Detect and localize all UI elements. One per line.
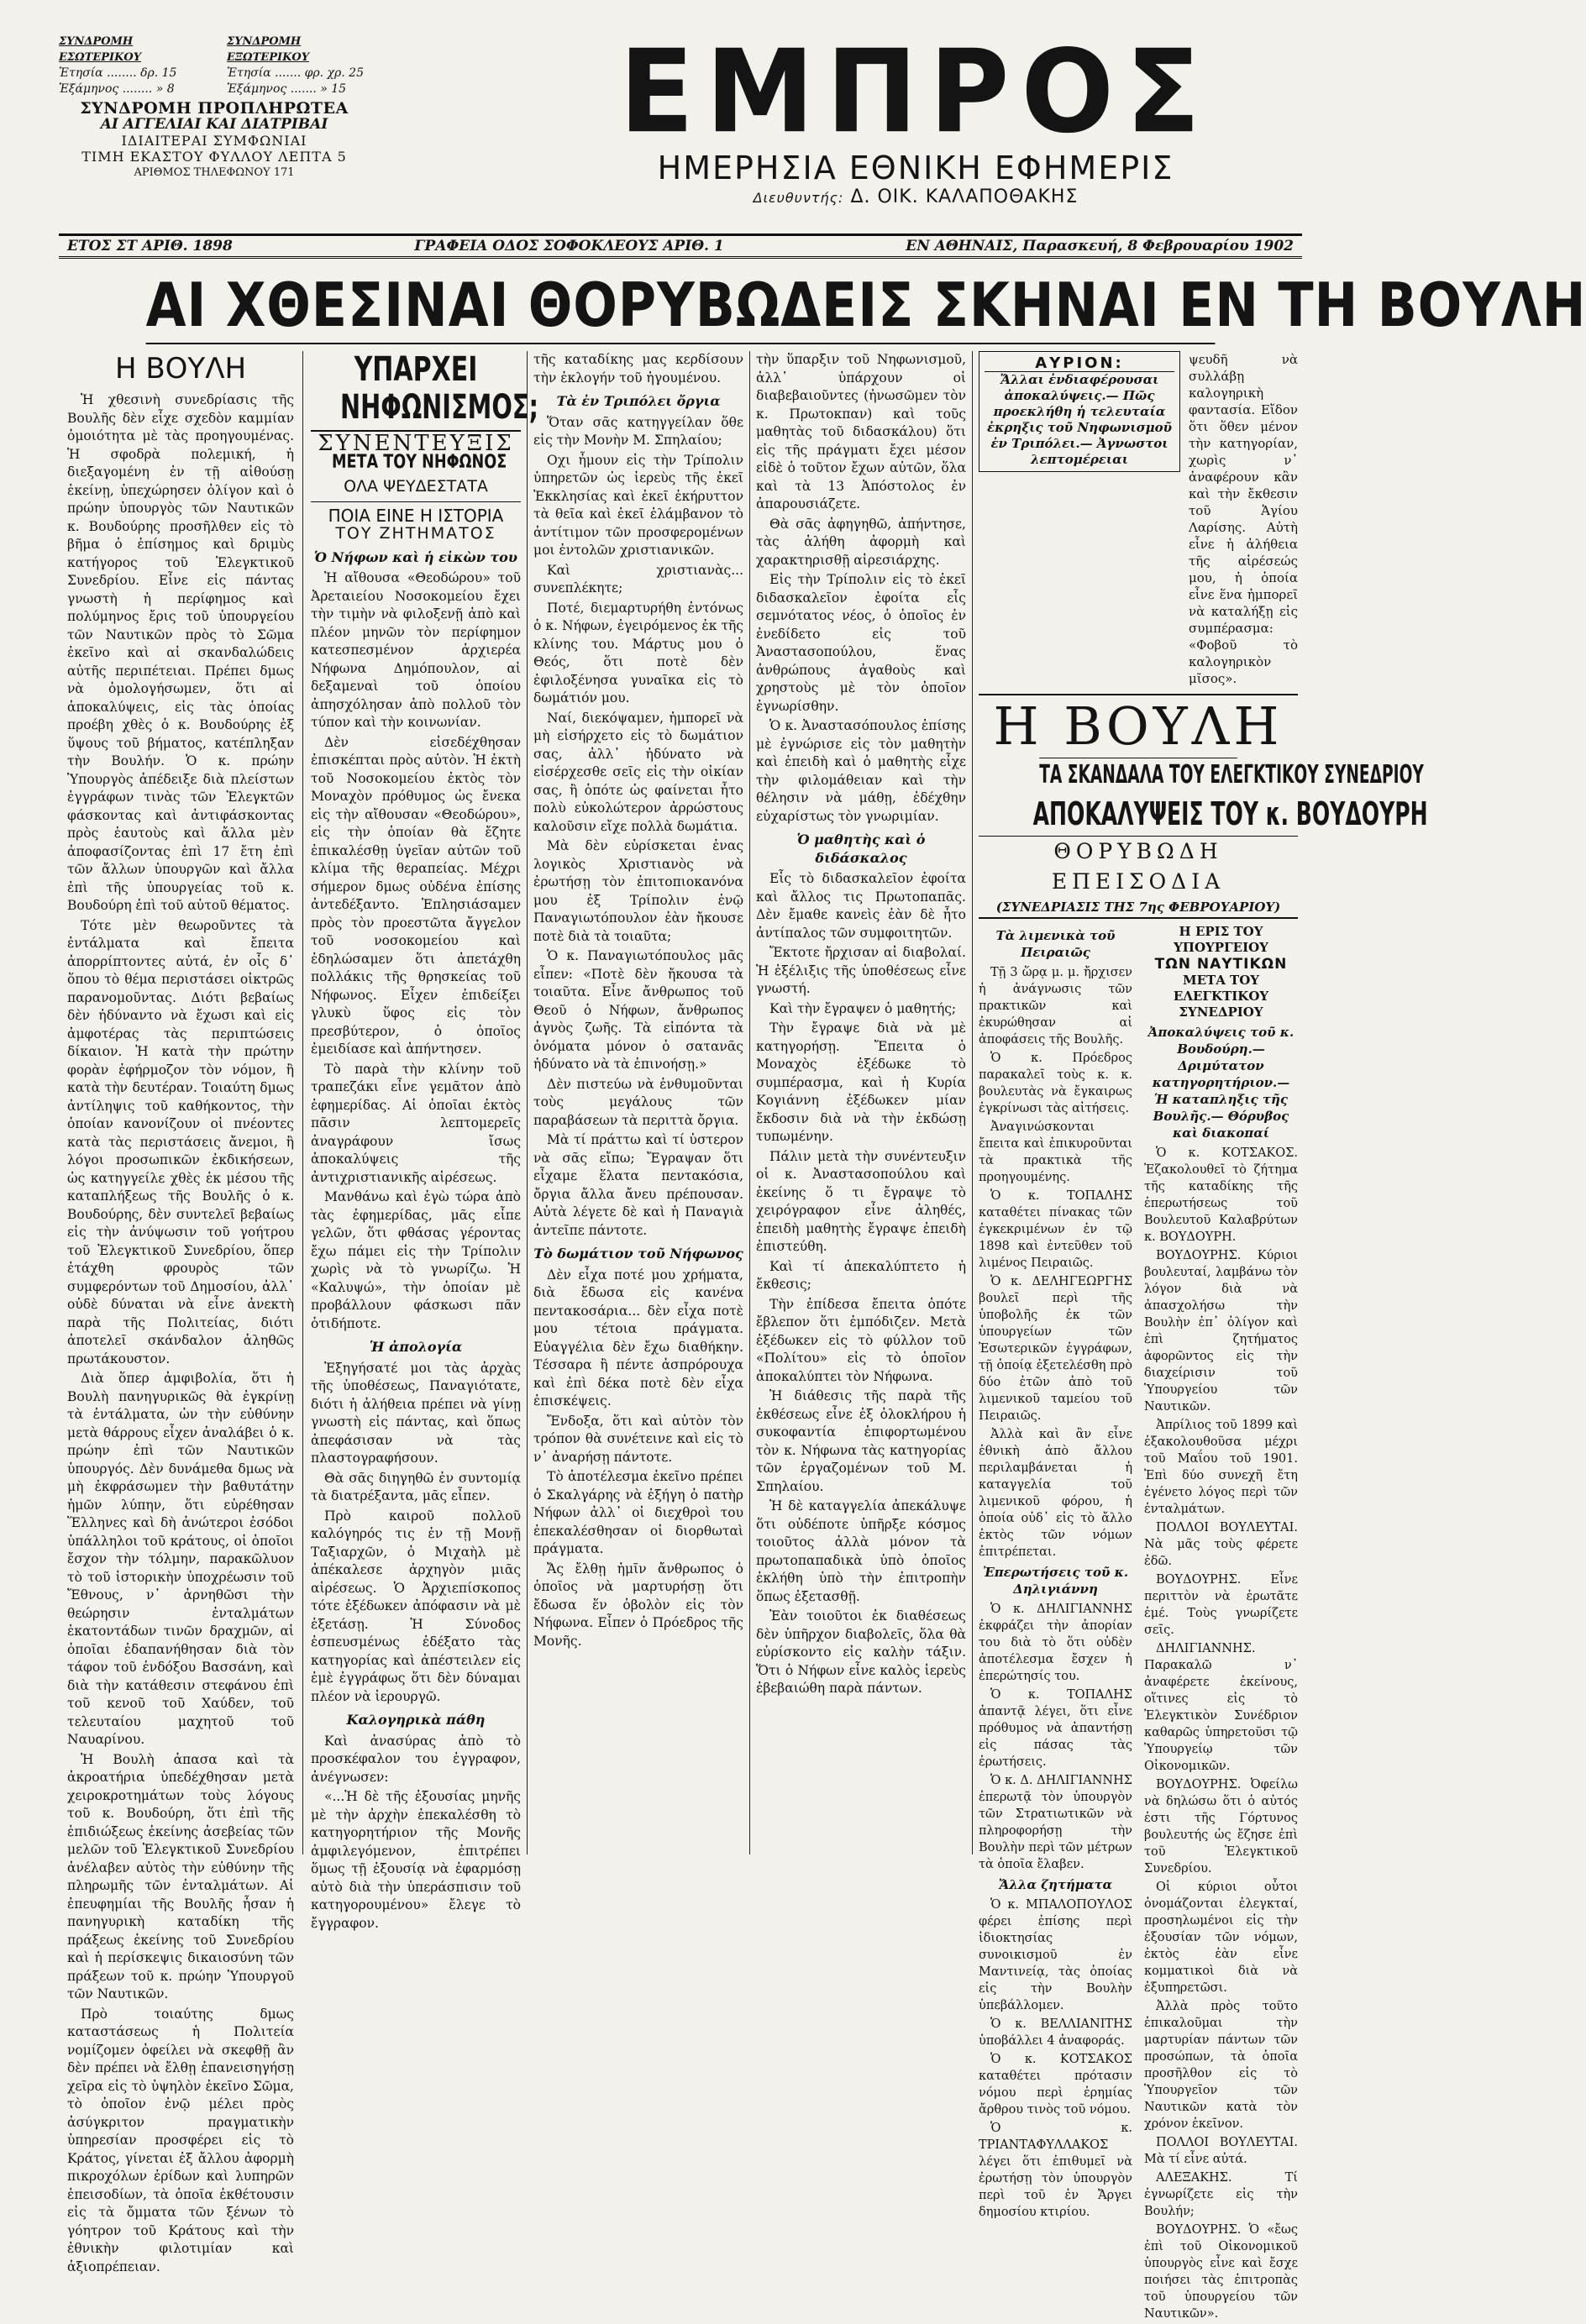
paragraph: Τότε μὲν θεωροῦντες τὰ ἐντάλματα καὶ ἔπειτα ἀπορρίπτοντες αὐτά, ἐν οἷς δ᾽ ὅπου τὸ θέμα περιστάσει οἰκτρῶς παρανομοῦντας. Διότι βεβαίως δὲν ἠδύναντο νὰ ἔχωσι καὶ εἰς ἀμφοτέρας τὰς περιπτώσεις δίκαιον. Ἡ κατὰ τὴν πρώτην φορὰν ἐφήρμοζον τὸν νόμον, ἢ κατὰ τὴν δευτέραν. Τοιαύτη δμως ἀντίληψις τοῦ καθήκοντος, τὴν ὁποίαν κανονίζουν οἱ πνέοντες κατὰ τὰς περιστάσεις ἄνεμοι, ἢ λόγοι προσωπικῶν ἐκδικήσεων, ὡς κατηγγείλε χθὲς ἐκ μέσου τῆς καταπλήξεως τῆς Βουλῆς ὁ κ. Βουδούρης, δὲν συντελεῖ βεβαίως εἰς τὴν ἀνύψωσιν τοῦ γοήτρου τοῦ Ἐλεγκτικοῦ Συνεδρίου, ὅπερ ἐτάχθη φρουρὸς τῶν συμφερόντων τοῦ Δημοσίου, ἀλλ᾽ οὐδὲ δύναται νὰ εἶνε ἀνεκτὴ παρὰ τῆς Πολιτείας, διότι ἀποτελεῖ σκάνδαλον ἀληθῶς πρωτάκουστον. bbox=[67, 917, 294, 1367]
paragraph: Ναί, διεκόψαμεν, ἡμπορεῖ νὰ μὴ εἰσήρχετο εἰς τὸ δωμάτιον σας, ἀλλ᾽ ἠδύνατο νὰ εἰσέρχεσθε σεῖς εἰς τὴν οἰκίαν σας, ἢ ὁπότε ὡς φαίνεται ἦτο πολὺ εὐκολώτερον ἀρρώστους καλοῦσιν εἴχε πολλὰ δωμάτια. bbox=[533, 710, 743, 834]
paragraph: Καὶ τὴν ἔγραψεν ὁ μαθητής; bbox=[769, 1000, 957, 1016]
paper-subtitle: ΗΜΕΡΗΣΙΑ ΕΘΝΙΚΗ ΕΦΗΜΕΡΙΣ bbox=[657, 150, 1174, 186]
paper-name: ΕΜΠΡΟΣ bbox=[619, 24, 1212, 159]
section-title-bouli: Η ΒΟΥΛΗ bbox=[979, 694, 1298, 758]
paragraph: Ὁ κ. ΚΟΤΣΑΚΟΣ καταθέτει πρότασιν νόμου περὶ ἐρημίας ἄρθρου τινὸς τοῦ νόμου. bbox=[979, 2053, 1132, 2117]
sub-headline-2: ΤΩΝ ΝΑΥΤΙΚΩΝ bbox=[1154, 956, 1288, 973]
column-divider bbox=[972, 351, 973, 1854]
paragraph: Ὁ κ. Παναγιωτόπουλος μᾶς εἶπεν: «Ποτὲ δὲν ἤκουσα τὰ τοιαῦτα. Εἶνε ἄνθρωπος τοῦ Θεοῦ ὁ Νήφων, ἄνθρωπος ἁγνὸς ζωῆς. Τὰ εἰπόντα τὰ ὀνόματα μόνον ὁ σατανᾶς ἠδύνατο νὰ τὰ ἐπινοήσῃ.» bbox=[533, 948, 743, 1072]
paragraph: Ὁ κ. ΤΟΠΑΛΗΣ ἀπαντᾷ λέγει, ὅτι εἶνε πρόθυμος νὰ ἀπαντήσῃ εἰς πάσας τὰς ἐρωτήσεις. bbox=[979, 1688, 1132, 1769]
paragraph: Θὰ σᾶς διηγηθῶ ἐν συντομίᾳ τὰ διατρέξαντα, μᾶς εἶπεν. bbox=[311, 1470, 521, 1503]
section-heading: Τὸ δωμάτιον τοῦ Νήφωνος bbox=[533, 1246, 743, 1262]
paragraph: Ἐὰν τοιοῦτοι ἐκ διαθέσεως δὲν ὑπῆρχον διαβολεῖς, ὅλα θὰ εὐρίσκοντο εἰς καλὴν τάξιν. Ὅτι ὁ Νήφων εἶνε καλὸς ἱερεὺς ἐβεβαιώθη παρὰ πάντων. bbox=[756, 1608, 966, 1696]
paragraph: ΠΟΛΛΟΙ ΒΟΥΛΕΥΤΑΙ. Νὰ μᾶς τοὺς φέρετε ἐδῶ. bbox=[1144, 1521, 1298, 1568]
offices-address: ΓΡΑΦΕΙΑ ΟΔΟΣ ΣΟΦΟΚΛΕΟΥΣ ΑΡΙΘ. 1 bbox=[414, 238, 724, 254]
paragraph: Ὁ κ. ΒΕΛΛΙΑΝΙΤΗΣ ὑποβάλλει 4 ἀναφοράς. bbox=[979, 2017, 1132, 2048]
article-deck: ΟΛΑ ΨΕΥΔΕΣΤΑΤΑ bbox=[344, 477, 488, 496]
paragraph: Καὶ τί ἀπεκαλύπτετο ἡ ἔκθεσις; bbox=[756, 1258, 966, 1292]
paragraph: Πάλιν μετὰ τὴν συνέντευξιν οἱ κ. Ἀναστασοπούλου καὶ ἐκείνης ὅ τι ἔγραψε τὸ χειρόγραφον εἶνε ἀληθές, ἐπειδὴ μαθητὴς ἔγραψε ἐπειδὴ ἐπιστεύθη. bbox=[756, 1148, 966, 1254]
paragraph: Εἷς τὸ διδασκαλεῖον ἐφοίτα καὶ ἄλλος τις Πρωτοπαπᾶς. Δὲν ἔμαθε κανεὶς ἐὰν δὲ ἦτο ἀντίπαλος τῶν συμφοιτητῶν. bbox=[756, 871, 966, 941]
paragraph: «...Ἡ δὲ τῆς ἐξουσίας μηνῆς μὲ τὴν ἀρχὴν ἐπεκαλέσθη τὸ κατηγορητήριον τῆς Μονῆς ἀμφιλεγόμενον, ἐπιτρέπει ὅμως τῇ ἐξουσίᾳ νὰ ἐφαρμόσῃ αὐτὸ διὰ τὴν ὑπεράσπισιν τοῦ κατηγορουμένου» ἔλεγε τὸ ἔγγραφον. bbox=[311, 1789, 521, 1931]
paragraph: ΒΟΥΔΟΥΡΗΣ. Κύριοι βουλευταί, λαμβάνω τὸν λόγον διὰ νὰ ἀπασχολήσω τὴν Βουλὴν ἐπ᾽ ὀλίγον καὶ ἐπὶ ζητήματος ἀφορῶντος εἰς τὴν διαχείρισιν τοῦ Ὑπουργείου τῶν Ναυτικῶν. bbox=[1144, 1249, 1298, 1414]
section-heading: Ἡ ἀπολογία bbox=[369, 1339, 463, 1355]
paragraph: Ὁ κ. ΤΟΠΑΛΗΣ καταθέτει πίνακας τῶν ἐγκεκριμένων ἐν τῷ 1898 καὶ ἐντεῦθεν τοῦ λιμένος Πειραιῶς. bbox=[979, 1189, 1132, 1270]
paragraph: Τὴν ἐπίδεσα ἔπειτα ὁπότε ἔβλεπον ὅτι ἐμπόδιζεν. Μετὰ ἐξέδωκεν εἰς τὸ φύλλον τοῦ «Πολίτου» εἰς τὸ ὁποῖον ἀποκαλύπτει τὸν Νήφωνα. bbox=[756, 1296, 966, 1384]
column-nifonismos bbox=[311, 350, 539, 1931]
domestic-semiannual: Ἑξάμηνος ........ » 8 bbox=[59, 82, 175, 96]
domestic-subscription-heading: ΣΥΝΔΡΟΜΗ ΕΣΩΤΕΡΙΚΟΥ bbox=[59, 35, 142, 64]
section-heading: Καλογηρικὰ πάθη bbox=[346, 1712, 486, 1728]
paragraph: Οἱ κύριοι οὗτοι ὀνομάζονται ἐλεγκταί, προσηλωμένοι εἰς τὴν ἐξουσίαν τῶν νόμων, ἐκτὸς ἐὰν εἶνε κομματικοὶ διὰ νὰ ἐξυπηρετῶσι. bbox=[1144, 1881, 1298, 1995]
paragraph: Ἀναγινώσκονται ἔπειτα καὶ ἐπικυροῦνται τὰ πρακτικὰ τῆς προηγουμένης. bbox=[979, 1120, 1132, 1184]
paragraph: Ὁ κ. Ἀναστασόπουλος ἐπίσης μὲ ἐγνώρισε εἰς τὸν μαθητὴν καὶ ἐπειδὴ καὶ ὁ μαθητὴς εἶχε τὴν φιλομάθειαν καὶ τὴν θέλησιν νὰ μάθῃ, ἐδέχθην εὐχαρίστως τὸν γνωριμίαν. bbox=[756, 718, 966, 824]
section-heading: Τὰ ἐν Τριπόλει ὄργια bbox=[556, 393, 721, 409]
column-divider bbox=[749, 351, 750, 1854]
paragraph: ΒΟΥΔΟΥΡΗΣ. Εἶνε περιττὸν νὰ ἐρωτᾶτε ἐμέ. Τοὺς γνωρίζετε σεῖς. bbox=[1144, 1573, 1298, 1637]
paragraph: τὴν ὕπαρξιν τοῦ Νηφωνισμοῦ, ἀλλ᾽ ὑπάρχουν οἱ διαβεβαιοῦντες (ἠνωσῶμεν τὸν κ. Πρωτοκπαν) καὶ τοῦς μαθητὰς τοῦ διδασκάλου) ὅτι εἰς τῆς πράγματι ἔχει μέσον εἰδὲ ὁ τοῦτον ἔχων αὐτῶν, ὅλα καὶ τὰ 13 Ἀπόστολος ἐν ἀπαρουσιάζετε. bbox=[756, 352, 966, 511]
paragraph: Ἡ αἴθουσα «Θεοδώρου» τοῦ Ἀρεταιείου Νοσοκομείου ἔχει τὴν τιμὴν νὰ φιλοξενῇ ἀπὸ καὶ πλέον μηνῶν τὸν περίφημον κατεσπεσμένον ἀρχιερέα Νήφωνα Δημόπουλον, αἱ δεξαμεναὶ τοῦ ὁποίου ἀπησχόλησαν ἀπὸ πολλοῦ τὸν τύπον καὶ τὴν κοινωνίαν. bbox=[311, 570, 521, 730]
paragraph: Ὁ κ. ΤΡΙΑΝΤΑΦΥΛΛΑΚΟΣ λέγει ὅτι ἐπιθυμεῖ νὰ ἐρωτήσῃ τὸν ὑπουργὸν περὶ τοῦ ἐν Ἄργει δημοσίου κτιρίου. bbox=[979, 2122, 1132, 2219]
paragraph: Ὁ κ. ΔΗΛΙΓΙΑΝΝΗΣ ἐκφράζει τὴν ἀπορίαν του διὰ τὸ ὅτι οὐδὲν ἀποτέλεσμα ἔσχεν ἡ ἐπερώτησίς του. bbox=[979, 1603, 1132, 1683]
article-subtitle: ΣΥΝΕΝΤΕΥΞΙΣ bbox=[311, 430, 521, 454]
section-heading: Ἀποκαλύψεις τοῦ κ. Βουδούρη.— Δριμύτατον κατηγορητήριον.— Ἡ καταπληξις τῆς Βουλῆς.— Θόρυβος καὶ διακοπαί bbox=[1147, 1025, 1295, 1141]
paragraph: Καὶ χριστιανὰς... συνεπλέκητε; bbox=[533, 562, 743, 595]
title-block bbox=[529, 24, 1302, 223]
foreign-subscription bbox=[227, 34, 370, 97]
column-tripoli bbox=[533, 351, 743, 1854]
paragraph: Οχι ἦμουν εἰς τὴν Τρίπολιν ὑπηρετῶν ὡς ἱερεὺς τῆς ἐκεῖ Ἐκκλησίας καὶ ἐκεῖ ἐκήρυττον τὰ θεῖα καὶ ἐκεῖ ἐλάμβανον τὸ ἀντίτιμον τῶν προσφερομένων μοι ἐντολῶν χριστιανικῶν. bbox=[533, 452, 743, 558]
paragraph: Ποτέ, διεμαρτυρήθη ἐντόνως ὁ κ. Νήφων, ἐγειρόμενος ἐκ τῆς κλίνης του. Μάρτυς μου ὁ Θεός, ὅτι ποτὲ δὲν ἐφιλοξένησα γυναῖκα εἰς τὸ δωμάτιόν μου. bbox=[533, 600, 743, 706]
paragraph: Μανθάνω καὶ ἐγὼ τώρα ἀπὸ τὰς ἐφημερίδας, μᾶς εἶπε γελῶν, ὅτι φθάσας γέροντας ἔχω πάμει εἰς τὴν Τρίπολιν χωρὶς νὰ τὸ γνωρίζω. Ἡ «Καλυψώ», τὴν ὁποίαν μὲ προβάλλουν φάσκωσι πᾶν ὁτιδήποτε. bbox=[311, 1189, 521, 1331]
article-deck-3: ΤΟΥ ΖΗΤΗΜΑΤΟΣ bbox=[335, 524, 496, 543]
report-left bbox=[979, 924, 1132, 2324]
paragraph: Πρὸ τοιαύτης δμως καταστάσεως ἡ Πολιτεία νομίζομεν ὀφείλει νὰ σκεφθῇ ἂν δὲν πρέπει νὰ ἔλθῃ ἐπανεισηγήσῃ χεῖρα εἰς τὸ ὑψηλὸν ἐκεῖνο Σῶμα, τὸ ὁποῖον ἐνῷ μέλει πρὸς ἀσύγκριτον πραγματικὴν ὑπηρεσίαν προσφέρει εἰς τὸ Κράτος, γίνεται ἐξ ἄλλου ἀφορμὴ πικροχόλων ἐρίδων καὶ λυπηρῶν ἐπεισοδίων, τὰ ὁποῖα ἐκθέτουσιν εἰς τὰ ὄμματα τῶν ξένων τὸ γόητρον τοῦ Κράτους καὶ τὴν ἐθνικὴν φιλοτιμίαν καὶ ἀξιοπρέπειαν. bbox=[67, 2006, 294, 2274]
paragraph: ΠΟΛΛΟΙ ΒΟΥΛΕΥΤΑΙ. Μὰ τί εἶνε αὐτά. bbox=[1144, 2136, 1298, 2166]
paragraph: ΒΟΥΔΟΥΡΗΣ. Ὁ «ἔως ἐπὶ τοῦ Οἰκονομικοῦ ὑπουργὸς εἶνε καὶ ἔσχε ποιήσει τὰς ἐπιτροπὰς τοῦ ὑπουργείου τῶν Ναυτικῶν». bbox=[1144, 2223, 1298, 2321]
domestic-annual: Ἐτησία ........ δρ. 15 bbox=[59, 66, 177, 80]
paragraph: ΑΛΕΞΑΚΗΣ. Τί ἐγνωρίζετε εἰς τὴν Βουλήν; bbox=[1144, 2171, 1298, 2218]
tomorrow-box bbox=[979, 351, 1180, 472]
paragraph: Διὰ ὅπερ ἀμφιβολία, ὅτι ἡ Βουλὴ πανηγυρικῶς θὰ ἐγκρίνῃ τὰ ἐντάλματα, ὡν τὴν εὐθύνην μετὰ θάρρους εἶχεν ἀναλάβει ὁ κ. πρώην ἐπὶ τῶν Ναυτικῶν ὑπουργός. Δὲν δυνάμεθα δμως νὰ μὴ ἐκφράσωμεν τὴν βαθυτάτην ἡμῶν λύπην, ὅτι εὑρέθησαν Ἕλληνες καὶ δὴ ἀνώτεροι ἐσόδοι ὑπάλληλοι τοῦ κράτους, οἱ ὁποῖοι ἔσχον τὴν τόλμην, παρακῶλυον τὸ τοῦ ἱστορικὴν ὑποχρέωσιν τοῦ Ἔθνους, ν᾽ ἀρνηθῶσι τὴν θεώρησιν ἐνταλμάτων ἑκατοντάδων τινῶν δραχμῶν, αἱ ὁποῖαι ἐδαπανήθησαν διὰ τὸν τάφον τοῦ ἐνδόξου Βασσάνη, καὶ διὰ τὴν κατάθεσιν στεφάνου ἐπὶ τοῦ κενοῦ τοῦ Χαύδεν, τοῦ τελευταίου μαχητοῦ τοῦ Ναυαρίνου. bbox=[67, 1371, 294, 1747]
paragraph: Ὁ κ. Πρόεδρος παρακαλεῖ τοὺς κ. κ. βουλευτὰς νὰ ἔγκαιρως ἐγκρίνωσι τὰς αἰτήσεις. bbox=[979, 1052, 1132, 1115]
foreign-subscription-heading: ΣΥΝΔΡΟΜΗ ΕΞΩΤΕΡΙΚΟΥ bbox=[227, 35, 309, 64]
paragraph: Ἀλλὰ πρὸς τοῦτο ἐπικαλοῦμαι τὴν μαρτυρίαν πάντων τῶν προσώπων, τὰ ὁποῖα προσῆλθον εἰς τὸ Ὑπουργεῖον τῶν Ναυτικῶν κατὰ τὸν χρόνον ἐκεῖνον. bbox=[1144, 2000, 1298, 2131]
paragraph: Τὸ ἀποτέλεσμα ἐκεῖνο πρέπει ὁ Σκαλγάρης νὰ ἐξήγη ὁ πατὴρ Νήφων ἀλλ᾽ οἱ διεχθροὶ του ἐπεκαλέσθησαν οἱ διορθωταὶ πράγματα. bbox=[533, 1469, 743, 1556]
section-heading: Ὁ Νήφων καὶ ἡ εἰκὼν του bbox=[314, 548, 517, 565]
paragraph: Τὴν ἔγραψε διὰ νὰ μὲ κατηγορήσῃ. Ἔπειτα ὁ Μοναχὸς ἐξέδωκε τὸ συμπέρασμα, καὶ ἡ Κυρία Κογιάννη ἐξέδωκεν μίαν ἔκδοσιν διὰ νὰ τὴν ἐκδώσῃ τυπωμένην. bbox=[756, 1020, 966, 1144]
column-divider bbox=[527, 351, 528, 1854]
section-heading: Ἐπερωτήσεις τοῦ κ. Δηλιγιάννη bbox=[982, 1565, 1129, 1597]
column-divider bbox=[302, 351, 303, 1854]
section-heading: Ἄλλα ζητήματα bbox=[998, 1877, 1113, 1892]
special-agreements: ΙΔΙΑΙΤΕΡΑΙ ΣΥΜΦΩΝΙΑΙ bbox=[121, 133, 307, 149]
interview-tail: ψευδῆ νὰ συλλάβῃ καλογηρικὴ φαντασία. Εἴδον ὅτι ὅθεν μένον τὴν κατηγορίαν, χωρὶς ν᾽ ἀναφέρουν κἂν καὶ τὴν ἔκθεσιν τοῦ Ἁγίου Λαρίσης. Αὐτὴ εἶνε ἡ ἀλήθεια τῆς αἱρέσεώς μου, ἡ ὁποία εἶνε ἕνα ἠμπορεῖ νὰ καταλήξῃ εἰς συμπέρασμα: «Φοβοῦ τὸ καλογηρικὸν μῖσος». bbox=[1189, 352, 1298, 686]
headline-turmoil: ΘΟΡΥΒΩΔΗ ΕΠΕΙΣΟΔΙΑ bbox=[979, 836, 1298, 897]
director-name: Δ. ΟΙΚ. ΚΑΛΑΠΟΘΑΚΗΣ bbox=[850, 186, 1079, 207]
foreign-semiannual: Ἑξάμηνος ....... » 15 bbox=[227, 82, 347, 96]
paragraph: Ὁ κ. ΜΠΑΛΟΠΟΥΛΟΣ φέρει ἐπίσης περὶ ἰδιοκτησίας συνοικισμοῦ ἐν Μαντινείᾳ, τὰς ὁποίας εἰς τὴν Βουλὴν ὑπεβάλλομεν. bbox=[979, 1898, 1132, 2012]
tomorrow-text: Ἄλλαι ἐνδιαφέρουσαι ἀποκαλύψεις.— Πῶς προεκλήθη ἡ τελευταία ἐκρηξις τοῦ Νηφωνισμοῦ ἐν Τριπόλει.— Ἀγνωστοι λεπτομέρειαι bbox=[986, 372, 1173, 467]
subscription-prices bbox=[59, 34, 370, 97]
headline-scandals: ΤΑ ΣΚΑΝΔΑΛΑ ΤΟΥ ΕΛΕΓΚΤΙΚΟΥ ΣΥΝΕΔΡΙΟΥ bbox=[1039, 758, 1237, 792]
paragraph: Εἰς τὴν Τρίπολιν εἰς τὸ ἐκεῖ διδασκαλεῖον ἐφοίτα εἷς σεμνότατος νέος, ὁ ὁποῖος ἐν ἐνεδίδετο εἰς τοῦ Ἀναστασοπούλου, ἕνας ἀνθρώπους ἀγαθοὺς καὶ χρηστοὺς μὲ τὸν ὁποῖον ἐγνωρίσθην. bbox=[756, 572, 966, 714]
session-date: (ΣΥΝΕΔΡΙΑΣΙΣ ΤΗΣ 7ης ΦΕΒΡΟΥΑΡΙΟΥ) bbox=[979, 897, 1298, 919]
paragraph: Ἐξηγήσατέ μοι τὰς ἀρχὰς τῆς ὑποθέσεως, Παναγιότατε, διότι ἡ ἀλήθεια πρέπει νὰ γίνῃ γνωστὴ εἰς πάντας, καὶ ὅπως ἀπεφάσισαν νὰ τὰς πλαστογραφήσουν. bbox=[311, 1360, 521, 1466]
sub-headline-3: ΜΕΤΑ ΤΟΥ ΕΛΕΓΚΤΙΚΟΥ ΣΥΝΕΔΡΙΟΥ bbox=[1173, 973, 1269, 1020]
section-heading: Ὁ μαθητὴς καὶ ὁ διδάσκαλος bbox=[796, 831, 926, 866]
column-interview-cont bbox=[756, 351, 966, 1854]
masthead bbox=[59, 24, 1302, 223]
report-subcolumns bbox=[979, 924, 1298, 2324]
paragraph: Ἡ Βουλὴ ἁπασα καὶ τὰ ἀκροατήρια ὑπεδέχθησαν μετὰ χειροκροτημάτων τοὺς λόγους τοῦ κ. Βουδούρη, ὅτι ἐπὶ τῆς ἐπιδιώξεως ἐκείνης ἀσεβείας τῶν μελῶν τοῦ Ἐλεγκτικοῦ Συνεδρίου ἀνέλαβεν αὐτὸς τὴν εὐθύνην τῆς πληρωμῆς τῶν ἐνταλμάτων. Αἱ ἐπευφημίαι τῆς Βουλῆς ἦσαν ἡ πανηγυρικὴ καταδίκη τῆς πράξεως ἐκείνης τοῦ Συνεδρίου καὶ ἡ περίσκεψις δικαιοσύνη τῶν πράξεων τοῦ κ. πρώην Ὑπουργοῦ τῶν Ναυτικῶν. bbox=[67, 1751, 294, 2001]
paragraph: Μὰ τί πράττω καὶ τί ὑστερον νὰ σᾶς εἴπω; Ἔγραψαν ὅτι εἶχαμε ἕλατα πεντακόσια, ὄργια ἄλλα ἄνευ πρέπουσαν. Αὐτὰ λέγετε δὲ καὶ ἡ Παναγιὰ ἀντεῖπε πάντοτε. bbox=[533, 1132, 743, 1238]
paragraph: Τῇ 3 ὥρᾳ μ. μ. ἤρχισεν ἡ ἀνάγνωσις τῶν πρακτικῶν καὶ ἐκυρώθησαν αἱ ἀποφάσεις τῆς Βουλῆς. bbox=[979, 966, 1132, 1047]
paragraph: ΒΟΥΔΟΥΡΗΣ. Ὀφείλω νὰ δηλώσω ὅτι ὁ αὐτός ἐστι τῆς Γόρτυνος βουλευτής ὡς ἔζησε ἐπὶ τοῦ Ἐλεγκτικοῦ Συνεδρίου. bbox=[1144, 1778, 1298, 1875]
ads-notice: ΑΙ ΑΓΓΕΛΙΑΙ ΚΑΙ ΔΙΑΤΡΙΒΑΙ bbox=[100, 116, 328, 133]
director-line bbox=[529, 186, 1302, 207]
column-parliament-report bbox=[979, 351, 1428, 2321]
column-bouli-editorial bbox=[67, 351, 294, 2274]
price-notice: ΤΙΜΗ ΕΚΑΣΤΟΥ ΦΥΛΛΟΥ ΛΕΠΤΑ 5 bbox=[81, 149, 347, 165]
article-kicker: ΥΠΑΡΧΕΙ bbox=[354, 350, 478, 389]
report-right bbox=[1144, 924, 1298, 2324]
paragraph: Ἡ χθεσινὴ συνεδρίασις τῆς Βουλῆς δὲν εἶχε σχεδὸν καμμίαν ὁμοιότητα μὲ τὰς προηγουμένας. Ἡ σφοδρὰ πολεμική, ἡ διεξαγομένη ἐν τῇ αἰθούσῃ ἐκείνῃ, ὑπεχώρησεν ὀλίγον καὶ ὁ πρώην ὑπουργὸς τῶν Ναυτικῶν κ. Βουδούρης προσῆλθεν εἰς τὸ βῆμα ὁ ἐπίσημος καὶ δριμὺς κατήγορος τοῦ Ἐλεγκτικοῦ Συνεδρίου. Εἶνε εἰς πάντας γνωστὴ ἡ περίφημος καὶ πολύμηνος ἔρις τοῦ ὑπουργείου τῶν Ναυτικῶν πρὸς τὸ Σῶμα ἐκεῖνο καὶ αἱ σκανδαλώδεις αὐτῆς περιπέτειαι. Πρέπει δμως νὰ ὁμολογήσωμεν, ὅτι αἱ ἀποκαλύψεις, εἰς τὰς ὁποίας προέβη χθὲς ὁ κ. Βουδούρης ἐξ ὕψους τοῦ βήματος, κατέπληξαν τὴν Βουλήν. Ὁ κ. πρώην Ὑπουργὸς ἀπέδειξε διὰ πλείστων ἐγγράφων τινὰς τῶν Ἐλεγκτῶν φάσκοντας καὶ ἀντιφάσκοντας πρὸς ἑαυτοὺς καὶ ἄλλα μὲν ἀποφασίζοντας ἐπὶ 17 ἔτη ἐπὶ τῶν ἄλλων ὑπουργῶν καὶ ἄλλα ἐπὶ τῆς ὑπουργείας τοῦ κ. Βουδούρη ἐπὶ τοῦ αὐτοῦ θέματος. bbox=[67, 392, 294, 913]
dateline bbox=[59, 233, 1302, 259]
paragraph: Πρὸ καιροῦ πολλοῦ καλόγηρός τις ἐν τῇ Μονῇ Ταξιαρχῶν, ὁ Μιχαὴλ μὲ ἀπέκαλεσε ἀρχηγὸν μιᾶς αἱρέσεως. Ὁ Ἀρχιεπίσκοπος τότε ἐξέδωκεν ἀπόφασιν νὰ μὲ ἐξετάσῃ. Ἡ Σύνοδος ἐσπευσμένως ἐδέξατο τὰς κατηγορίας καὶ ἀπέστειλεν εἰς ἐμὲ ἐγγράφως ὅτι δὲν δύναμαι πλέον νὰ ἱερουργῶ. bbox=[311, 1508, 521, 1704]
main-headline: ΑΙ ΧΘΕΣΙΝΑΙ ΘΟΡΥΒΩΔΕΙΣ ΣΚΗΝΑΙ ΕΝ ΤΗ ΒΟΥΛΗ bbox=[146, 267, 1216, 344]
headline-revelations: ΑΠΟΚΑΛΥΨΕΙΣ ΤΟΥ κ. ΒΟΥΔΟΥΡΗ bbox=[1032, 795, 1428, 832]
paragraph: Ἀπρίλιος τοῦ 1899 καὶ ἐξακολουθοῦσα μέχρι τοῦ Μαΐου τοῦ 1901. Ἐπὶ δύο συνεχῆ ἔτη ἐγένετο λόγος περὶ τῶν ἐνταλμάτων. bbox=[1144, 1419, 1298, 1516]
issue-year: ΕΤΟΣ ΣΤ ΑΡΙΘ. 1898 bbox=[67, 238, 233, 254]
paragraph: Ὁ κ. Δ. ΔΗΛΙΓΙΑΝΝΗΣ ἐπερωτᾷ τὸν ὑπουργὸν τῶν Στρατιωτικῶν νὰ πληροφορήσῃ τὴν Βουλὴν περὶ τῶν μέτρων τὰ ὁποῖα ἔλαβεν. bbox=[979, 1774, 1132, 1871]
paragraph: Ἄς ἔλθῃ ἡμῖν ἄνθρωπος ὁ ὁποῖος νὰ μαρτυρήσῃ ὅτι ἔδωσα ἕν ὀβολὸν εἰς τὸν Νήφωνα. Εἶπεν ὁ Πρόεδρος τῆς Μονῆς. bbox=[533, 1561, 743, 1649]
paragraph: Ὅταν σᾶς κατηγγείλαν ὅθε εἰς τὴν Μονὴν Μ. Σπηλαίου; bbox=[533, 414, 743, 448]
paragraph: Ἔνδοξα, ὅτι καὶ αὐτὸν τὸν τρόπον θὰ συνέτεινε καὶ εἰς τὸ ν᾽ ἀναρήσῃ πάντοτε. bbox=[533, 1413, 743, 1465]
issue-date: ΕΝ ΑΘΗΝΑΙΣ, Παρασκευή, 8 Φεβρουαρίου 1902 bbox=[906, 238, 1294, 254]
paragraph: Ὁ κ. ΚΟΤΣΑΚΟΣ. Ἐζακολουθεῖ τὸ ζήτημα τῆς καταδίκης τῆς ἐπερωτήσεως τοῦ Βουλευτοῦ Καλαβρύτων κ. ΒΟΥΔΟΥΡΗ. bbox=[1144, 1146, 1298, 1244]
paragraph: Τὸ παρὰ τὴν κλίνην τοῦ τραπεζάκι εἶνε γεμᾶτον ἀπὸ ἐφημερίδας. Αἱ ὁποῖαι ἐκτὸς πᾶσιν λεπτομερεῖς ἀναγράφουν ἴσως ἀποκαλύψεις τῆς ἀντιχριστιανικῆς αἱρέσεως. bbox=[311, 1061, 521, 1185]
paragraph: Ἀλλὰ καὶ ἂν εἶνε ἐθνικὴ ἀπὸ ἄλλου περιλαμβάνεται ἡ καταγγελία τοῦ λιμενικοῦ φόρου, ἡ ὁποία οὐδ᾽ εἰς τὸ ἄλλο ἐκτὸς τῶν νόμων ἐπιτρέπεται. bbox=[979, 1428, 1132, 1559]
subscription-box bbox=[59, 34, 370, 223]
sub-headline: Η ΕΡΙΣ ΤΟΥ ΥΠΟΥΡΓΕΙΟΥ bbox=[1174, 924, 1268, 955]
paragraph: Καὶ ἀνασύρας ἀπὸ τὸ προσκέφαλον του ἐγγραφον, ἀνέγνωσεν: bbox=[311, 1733, 521, 1785]
editorial-title: Η ΒΟΥΛΗ bbox=[114, 352, 247, 386]
article-subtitle-2: ΜΕΤΑ ΤΟΥ ΝΗΦΩΝΟΣ bbox=[332, 451, 507, 473]
paragraph: Ἡ διάθεσις τῆς παρὰ τῆς ἐκθέσεως εἶνε ἐξ ὀλοκλήρου ἡ συκοφαντία ἐπιφορτωμένου τὸν κ. Νήφωνα τὰς κατηγορίας τῶν ἐργαζομένων τοῦ Μ. Σπηλαίου. bbox=[756, 1388, 966, 1494]
section-heading: Τὰ λιμενικὰ τοῦ Πειραιῶς bbox=[995, 928, 1116, 960]
paragraph: Δὲν πιστεύω νὰ ἐνθυμοῦνται τοὺς μεγάλους τῶν παραβάσεων τὰ περιττὰ ὄργια. bbox=[533, 1076, 743, 1128]
tomorrow-label: ΑΥΡΙΟΝ: bbox=[985, 355, 1174, 372]
phone-number: ΑΡΙΘΜΟΣ ΤΗΛΕΦΩΝΟΥ 171 bbox=[134, 166, 295, 179]
paragraph: τῆς καταδίκης μας κερδίσουν τὴν ἐκλογήν τοῦ ἡγουμένου. bbox=[533, 352, 743, 386]
paragraph: Θὰ σᾶς ἀφηγηθῶ, ἀπήντησε, τὰς ἀλήθη ἀφορμὴ καὶ χαρακτηρισθῇ αἱρεσιάρχης. bbox=[756, 516, 966, 568]
paragraph: Ἡ δὲ καταγγελία ἀπεκάλυψε ὅτι οὐδέποτε ὑπῆρξε κόσμος τοιοῦτος ἀλλὰ μόνον τὰ πρωτοπαπαδικὰ ὑπὸ ὁποῖος ἐκλήθη ὑπὸ τὴν ἐπιτροπὴν ὅπως ἐξετασθῇ. bbox=[756, 1498, 966, 1604]
paragraph: ΔΗΛΙΓΙΑΝΝΗΣ. Παρακαλῶ ν᾽ ἀναφέρετε ἐκείνους, οἵτινες εἰς τὸ Ἐλεγκτικὸν Συνέδριον καθαρῶς ὑπηρετοῦσι τῷ Ὑπουργείῳ τῶν Οἰκονομικῶν. bbox=[1144, 1642, 1298, 1773]
foreign-annual: Ἐτησία ....... φρ. χρ. 25 bbox=[227, 66, 364, 80]
paragraph: Ὁ κ. ΔΕΛΗΓΕΩΡΓΗΣ βουλεῖ περὶ τῆς ὑποβολῆς ἐκ τῶν ὑπουργείων τῶν Ἐσωτερικῶν ἐγγράφων, τῇ ὁποίᾳ ἐξετελέσθη πρὸ δύο ἐτῶν ἀπὸ τοῦ λιμενικοῦ ταμείου τοῦ Πειραιῶς. bbox=[979, 1275, 1132, 1423]
article-deck-2: ΠΟΙΑ ΕΙΝΕ Η ΙΣΤΟΡΙΑ bbox=[311, 501, 521, 526]
paragraph: Δὲν εἶχα ποτέ μου χρήματα, διὰ ἔδωσα εἰς κανένα πεντακοσάρια... δὲν εἶχα ποτὲ μου τέτοια πράγματα. Εὐαγγέλια δὲν ἔχω διαθήκην. Τέσσαρα ἢ πέντε ἀσπρόρουχα καὶ ἐπὶ δέκα ποτὲ δὲν εἶχα ἐπισκέψεις. bbox=[533, 1267, 743, 1409]
domestic-subscription bbox=[59, 34, 202, 97]
prepaid-notice: ΣΥΝΔΡΟΜΗ ΠΡΟΠΛΗΡΩΤΕΑ bbox=[80, 99, 349, 118]
article-title: ΝΗΦΩΝΙΣΜΟΣ; bbox=[340, 388, 539, 427]
paragraph: Μὰ δὲν εὑρίσκεται ἐνας λογικὸς Χριστιανὸς νὰ ἐρωτήσῃ τὸν ἐπιτοπιοκανόνα μου ἐξ Τρίπολιν ἐνῷ Παναγιωτόπουλον ἐὰν ἤκουσε ποτὲ διὰ τὰ τοιαῦτα; bbox=[533, 838, 743, 944]
paragraph: Δὲν εἰσεδέχθησαν ἐπισκέπται πρὸς αὐτὸν. Ἡ ἐκτὴ τοῦ Νοσοκομείου ἐκτὸς τὸν Μοναχὸν πρόθυμος ὡς ἔνεκα εἰς τὴν αἴθουσαν «Θεοδώρου», εἰς τὴν ὁποίαν θὰ ἔζητε ἐπικαλέσθῃ ὑγεῖαν αὐτῶν τοῦ κλίμα τῆς θεραπείας. Μέχρι σήμερον δμως οὐδένα ἐπίσης ἀντεδέξαντο. Ἐπλησιάσαμεν πρὸς τὸν προεστῶτα ἄγγελον τοῦ νοσοκομείου καὶ ἐδηλώσαμεν ὅτι ἀπετάχθη πολλάκις τῆς θρησκείας τοῦ Νήφωνος. Εἶχεν ἐπιδείξει γλυκὺ ὕφος εἰς τὸν πρεσβύτερον, ὁ ὁποῖος ἐμειδίασε καὶ ἀπήντησεν. bbox=[311, 734, 521, 1057]
paragraph: Ἔκτοτε ἤρχισαν αἱ διαβολαί. Ἡ ἐξέλιξις τῆς ὑποθέσεως εἶνε γνωστή. bbox=[756, 945, 966, 996]
director-label: Διευθυντής: bbox=[753, 190, 844, 206]
